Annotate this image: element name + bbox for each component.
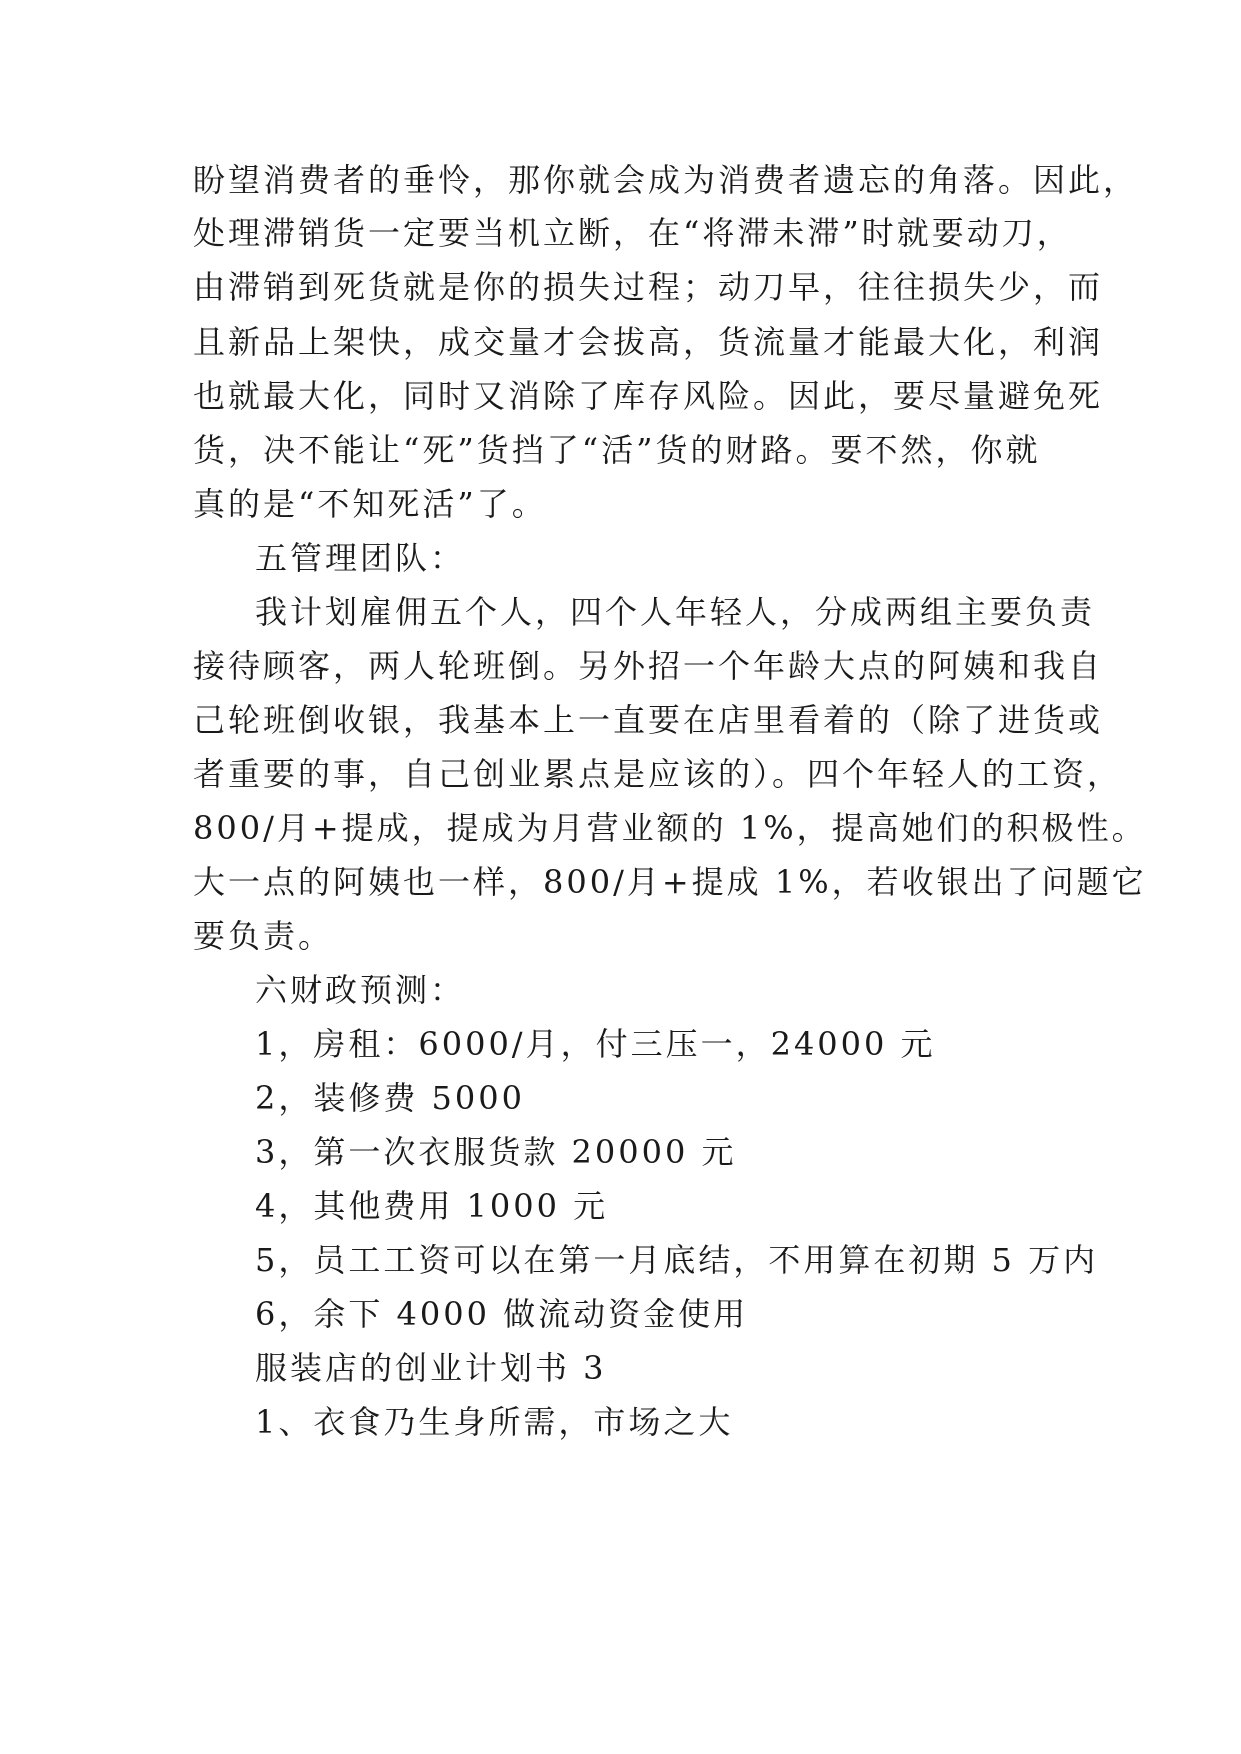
paragraph-line: 接待顾客，两人轮班倒。另外招一个年龄大点的阿姨和我自 [193, 647, 1104, 685]
list-item: 5，员工工资可以在第一月底结，不用算在初期 5 万内 [255, 1241, 1099, 1279]
paragraph-line: 800/月+提成，提成为月营业额的 1%，提高她们的积极性。 [193, 809, 1147, 847]
list-item: 3，第一次衣服货款 20000 元 [255, 1133, 737, 1171]
paragraph-line: 要负责。 [193, 917, 334, 955]
list-item: 6，余下 4000 做流动资金使用 [255, 1295, 749, 1333]
section-heading: 五管理团队： [255, 539, 466, 577]
section-heading: 六财政预测： [255, 971, 466, 1009]
document-title: 服装店的创业计划书 3 [255, 1349, 607, 1387]
paragraph-line: 货，决不能让“死”货挡了“活”货的财路。要不然，你就 [193, 431, 1041, 469]
paragraph-line: 也就最大化，同时又消除了库存风险。因此，要尽量避免死 [193, 377, 1104, 415]
paragraph-line: 由滞销到死货就是你的损失过程；动刀早，往往损失少，而 [193, 268, 1104, 306]
paragraph-line: 处理滞销货一定要当机立断，在“将滞未滞”时就要动刀， [193, 214, 1072, 252]
paragraph-line: 真的是“不知死活”了。 [193, 485, 547, 523]
paragraph-line: 且新品上架快，成交量才会拔高，货流量才能最大化，利润 [193, 323, 1104, 361]
paragraph-line: 我计划雇佣五个人，四个人年轻人，分成两组主要负责 [255, 593, 1096, 631]
list-item: 1，房租：6000/月，付三压一，24000 元 [255, 1025, 936, 1063]
paragraph-line: 己轮班倒收银，我基本上一直要在店里看着的（除了进货或 [193, 701, 1104, 739]
list-item: 1、衣食乃生身所需，市场之大 [255, 1403, 734, 1441]
paragraph-line: 者重要的事，自己创业累点是应该的）。四个年轻人的工资， [193, 755, 1123, 793]
list-item: 4，其他费用 1000 元 [255, 1187, 609, 1225]
paragraph-line: 盼望消费者的垂怜，那你就会成为消费者遗忘的角落。因此， [193, 161, 1139, 199]
list-item: 2，装修费 5000 [255, 1079, 525, 1117]
paragraph-line: 大一点的阿姨也一样，800/月+提成 1%，若收银出了问题它 [193, 863, 1147, 901]
